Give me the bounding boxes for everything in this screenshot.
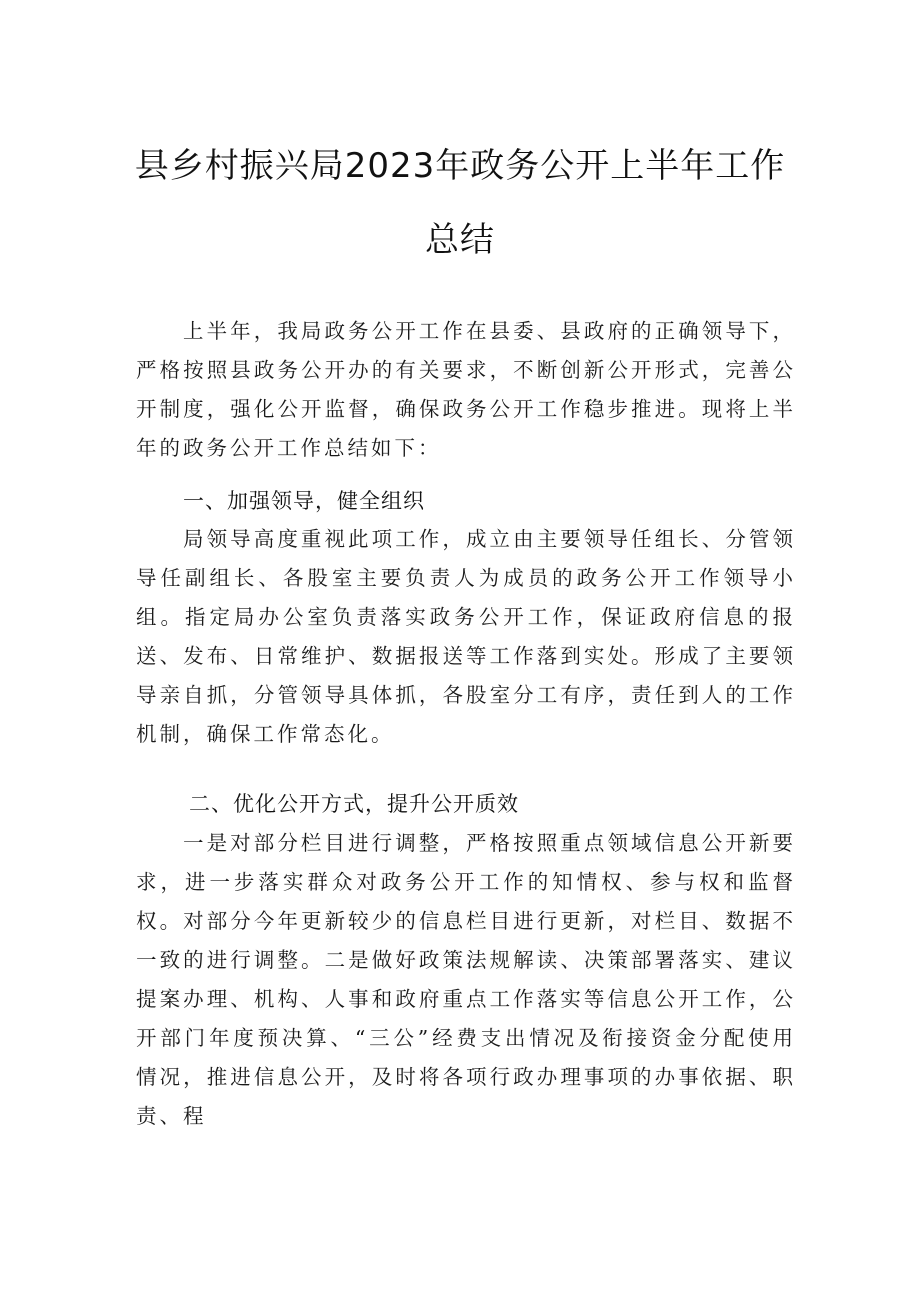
intro-paragraph: 上半年，我局政务公开工作在县委、县政府的正确领导下，严格按照县政务公开办的有关要求，不断创新公开形式，完善公开制度，强化公开监督，确保政务公开工作稳步推进。现将上半年的政务公开工作总结如下： (136, 319, 796, 460)
section-1-paragraph: 局领导高度重视此项工作，成立由主要领导任组长、分管领导任副组长、各股室主要负责人为成员的政务公开工作领导小组。指定局办公室负责落实政务公开工作，保证政府信息的报送、发布、日常维护、数据报送等工作落到实处。形成了主要领导亲自抓，分管领导具体抓，各股室分工有序，责任到人的工作机制，确保工作常态化。 (136, 527, 796, 746)
intro-paragraph-block (136, 312, 796, 468)
section-1-heading-block (136, 482, 425, 521)
document-title-line-1: 县乡村振兴局2023年政务公开上半年工作 (134, 146, 786, 186)
section-2-body-block (136, 824, 796, 1136)
section-1-heading: 一、加强领导，健全组织 (183, 489, 425, 513)
section-1-body-block (136, 520, 796, 754)
document-title-line-2: 总结 (425, 220, 495, 260)
section-2-heading-block (142, 785, 519, 824)
section-2-paragraph: 一是对部分栏目进行调整，严格按照重点领域信息公开新要求，进一步落实群众对政务公开工作的知情权、参与权和监督权。对部分今年更新较少的信息栏目进行更新，对栏目、数据不一致的进行调整。二是做好政策法规解读、决策部署落实、建议提案办理、机构、人事和政府重点工作落实等信息公开工作，公开部门年度预决算、“三公”经费支出情况及衔接资金分配使用情况，推进信息公开，及时将各项行政办理事项的办事依据、职责、程 (136, 831, 796, 1128)
section-2-heading: 二、优化公开方式，提升公开质效 (189, 792, 519, 816)
